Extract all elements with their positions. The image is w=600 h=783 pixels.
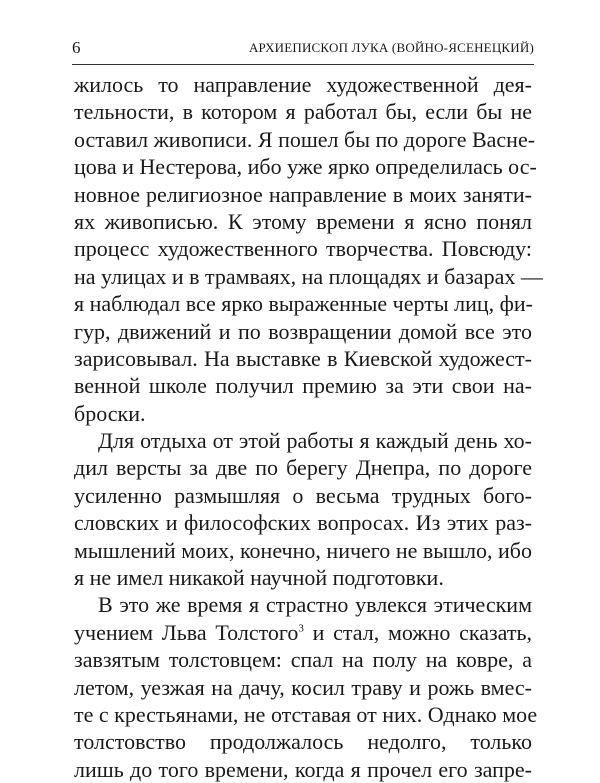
text-line: процесс художественного творчества. Повсюду: [74,236,532,262]
running-title: АРХИЕПИСКОП ЛУКА (ВОЙНО-ЯСЕНЕЦКИЙ) [248,40,534,55]
text-line: дил версты за две по берегу Днепра, по дороге [74,455,532,481]
text-line: цова и Нестерова, ибо уже ярко определилась ос- [74,154,537,180]
text-line-with-footnote [74,619,532,646]
text-segment: и стал, можно сказать, [303,619,532,645]
text-line: мышлений моих, конечно, ничего не вышло, ибо [74,537,532,563]
text-line: жилось то направление художественной дея- [74,72,532,97]
page-header [72,38,534,60]
header-rule [72,64,534,65]
text-segment: учением Льва Толстого [74,619,299,645]
paragraph-3 [74,591,538,783]
text-line: новное религиозное направление в моих заняти- [74,181,532,207]
text-line: оставил живописи. Я пошел бы по дороге Васне- [74,126,536,152]
text-line: я наблюдал все ярко выраженные черты лиц, фи- [74,291,533,317]
text-line: броски. [74,400,146,426]
text-line: усиленно размышляя о весьма трудных бого- [74,482,532,508]
footnote-marker[interactable]: 3 [298,622,304,635]
text-line: завзятым толстовцем: спал на полу на ковре, а [74,647,532,673]
text-line: гур, движений и по возвращении домой все это [74,318,532,344]
text-line: лишь до того времени, когда я прочел его запре- [74,756,532,782]
text-line: тельности, в котором я работал бы, если бы не [74,99,532,125]
text-line: венной школе получил премию за эти свои на- [74,373,532,399]
text-line: те с крестьянами, не отставая от них. Однако мое [74,701,538,727]
text-line: В это же время я страстно увлекся этическим [98,592,532,618]
text-line: на улицах и в трамваях, на площадях и базарах — [74,263,543,289]
paragraph-2 [74,427,532,591]
body-text [74,71,543,783]
paragraph-1 [74,71,543,427]
text-line: я не имел никакой научной подготовки. [74,565,444,591]
text-line: словских и философских вопросах. Из этих раз- [74,510,532,536]
page-number: 6 [72,38,81,57]
text-line: зарисовывал. На выставке в Киевской художест- [74,345,532,371]
text-line: летом, уезжая на дачу, косил траву и рожь вмес- [74,674,532,700]
text-line: толстовство продолжалось недолго, только [74,729,532,755]
text-line: ях живописью. К этому времени я ясно понял [74,208,532,234]
text-line: Для отдыха от этой работы я каждый день хо- [98,428,532,454]
